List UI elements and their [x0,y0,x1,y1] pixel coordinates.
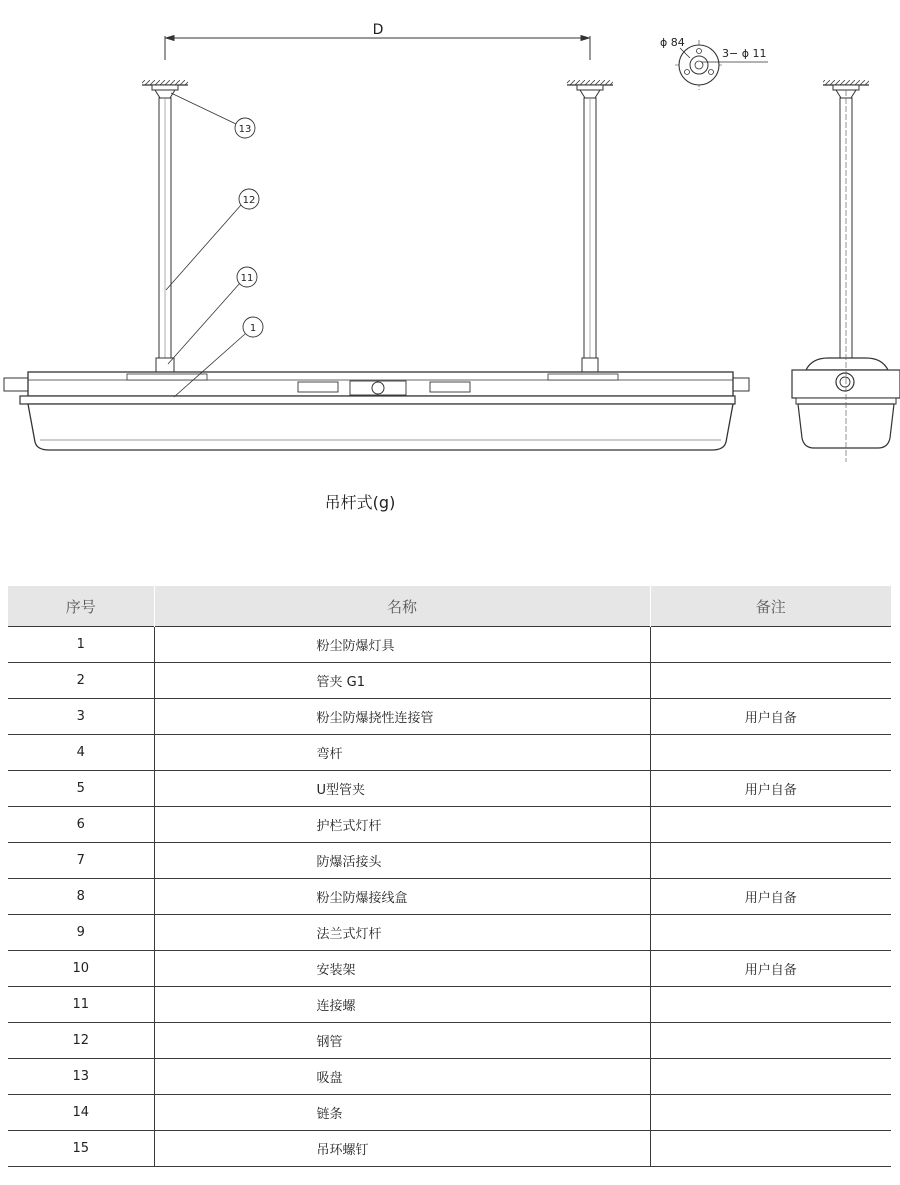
cell-no: 3 [8,699,154,735]
cell-name: 护栏式灯杆 [154,807,650,843]
table-row [8,735,891,771]
cell-no: 6 [8,807,154,843]
cell-name: 安装架 [154,951,650,987]
callout-12 [239,189,259,209]
table-row [8,879,891,915]
cell-name: 防爆活接头 [154,843,650,879]
cell-no: 2 [8,663,154,699]
table-row [8,663,891,699]
cell-name: 管夹 G1 [154,663,650,699]
right-pendant-rod [567,80,613,374]
header-name: 名称 [154,586,650,627]
cell-note [650,663,891,699]
cell-note [650,1131,891,1167]
cell-note [650,915,891,951]
flange-diameter-label: ϕ 84 [660,36,685,49]
cell-no: 4 [8,735,154,771]
callout-leaders [166,93,245,397]
cell-no: 1 [8,627,154,663]
cell-no: 13 [8,1059,154,1095]
cell-name: 吊环螺钉 [154,1131,650,1167]
dimension-d-label: D [372,22,384,38]
cell-name: 吸盘 [154,1059,650,1095]
table-header-row [8,586,891,627]
callout-11 [237,267,257,287]
svg-text:1: 1 [249,323,257,334]
cell-note [650,987,891,1023]
cell-no: 15 [8,1131,154,1167]
cell-name: 粉尘防爆挠性连接管 [154,699,650,735]
table-row [8,843,891,879]
left-pendant-rod [142,80,188,378]
parts-table [8,586,891,1167]
cell-name: 链条 [154,1095,650,1131]
hole-spec-label: 3− ϕ 11 [722,47,767,60]
cell-no: 11 [8,987,154,1023]
cell-no: 8 [8,879,154,915]
table-row [8,807,891,843]
cell-note: 用户自备 [650,771,891,807]
table-row [8,1023,891,1059]
cell-note [650,807,891,843]
table-row [8,987,891,1023]
luminaire-side-view [792,80,900,462]
cell-name: 弯杆 [154,735,650,771]
cell-note: 用户自备 [650,879,891,915]
figure-caption: 吊杆式(g) [324,493,396,512]
cell-no: 12 [8,1023,154,1059]
cell-note: 用户自备 [650,951,891,987]
cell-note [650,627,891,663]
callout-1 [243,317,263,337]
installation-drawing [0,0,900,470]
cell-name: U型管夹 [154,771,650,807]
svg-text:13: 13 [238,124,252,135]
table-row [8,951,891,987]
cell-name: 钢管 [154,1023,650,1059]
cell-name: 粉尘防爆接线盒 [154,879,650,915]
table-row [8,1059,891,1095]
header-note: 备注 [650,586,891,627]
callout-13 [235,118,255,138]
header-no: 序号 [8,586,154,627]
cell-note [650,843,891,879]
cell-note: 用户自备 [650,699,891,735]
cell-note [650,735,891,771]
cell-name: 连接螺 [154,987,650,1023]
table-row [8,627,891,663]
cell-note [650,1059,891,1095]
cell-no: 9 [8,915,154,951]
cell-no: 5 [8,771,154,807]
cell-no: 14 [8,1095,154,1131]
cell-no: 10 [8,951,154,987]
luminaire-front-view [4,372,749,450]
cell-note [650,1023,891,1059]
cell-name: 法兰式灯杆 [154,915,650,951]
cell-no: 7 [8,843,154,879]
cell-note [650,1095,891,1131]
svg-text:11: 11 [240,273,254,284]
svg-text:12: 12 [242,195,256,206]
dimension-d [165,36,590,61]
table-row [8,699,891,735]
table-row [8,771,891,807]
table-row [8,1095,891,1131]
table-row [8,1131,891,1167]
table-row [8,915,891,951]
cell-name: 粉尘防爆灯具 [154,627,650,663]
